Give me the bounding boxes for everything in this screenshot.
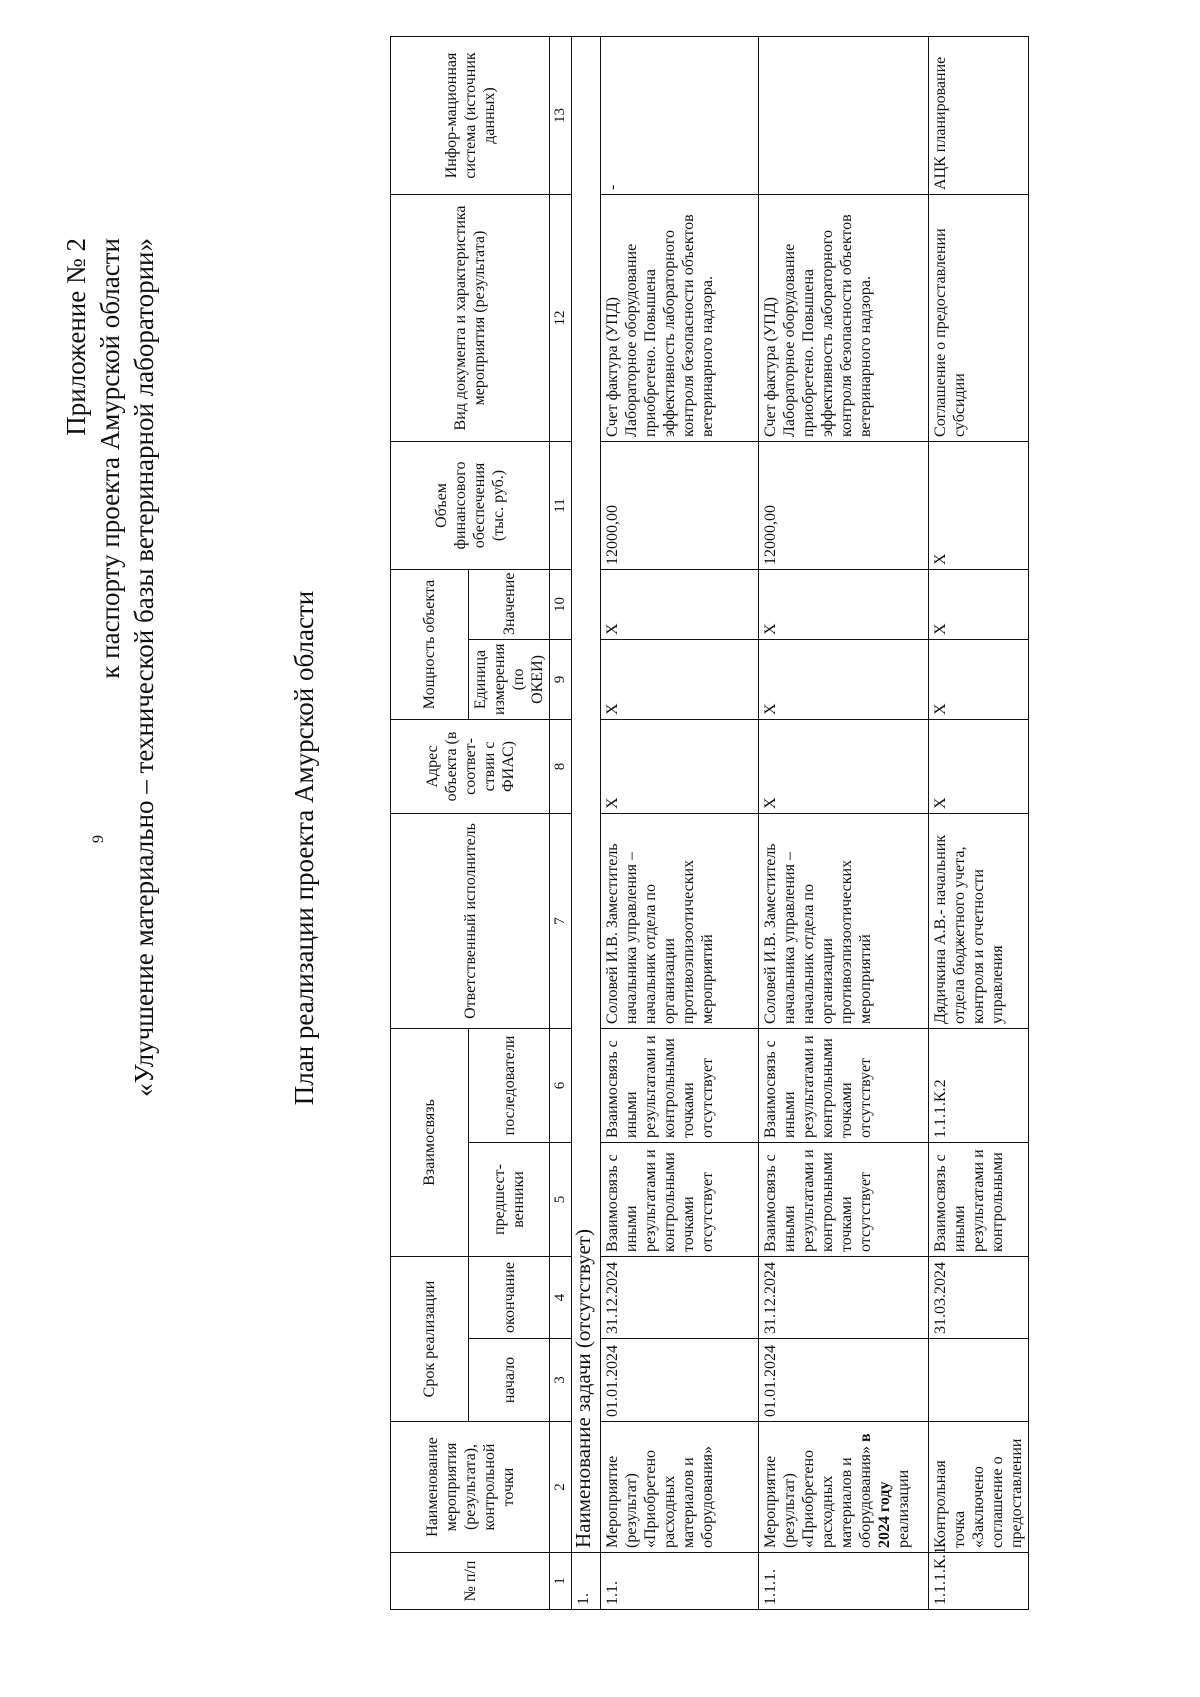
col-number: 8 [550,719,572,813]
row-num: 1.1.1.К.1. [929,1553,1029,1610]
row-value: Х [601,569,759,639]
col-number: 3 [550,1339,572,1422]
row-unit: Х [601,639,759,719]
row-finance: Х [929,441,1029,569]
table-row [759,36,929,1609]
appendix-line-3: «Улучшение материально – технической базы ветеринарной лаборатории» [129,238,159,1097]
row-end: 31.12.2024 [601,1256,759,1338]
col-number: 7 [550,813,572,1028]
plan-title: План реализации проекта Амурской области [289,590,319,1106]
row-address: Х [601,719,759,813]
appendix-line-1: Приложение № 2 [61,238,91,436]
row-name [759,1422,929,1553]
document-sheet [35,28,1155,1668]
row-pred: Взаимосвязь с иными результатами и контрольными точками отсутствует [759,1142,929,1256]
table-row [929,36,1029,1609]
row-address: Х [929,719,1029,813]
page-number: 9 [90,835,107,843]
col-number: 6 [550,1028,572,1142]
header-link-succ: последователи [469,1028,550,1142]
col-number: 5 [550,1142,572,1256]
row-value: Х [929,569,1029,639]
row-start [929,1339,1029,1422]
row-name: Контрольная точка «Заключено соглашение о предоставлении [929,1422,1029,1553]
row-pred: Взаимосвязь с иными результатами и контрольными точками отсутствует [601,1142,759,1256]
header-system: Инфор-мационная система (источник данных) [391,36,550,194]
header-link-pred: предшест-венники [469,1142,550,1256]
row-responsible: Дядичкина А.В.- начальник отдела бюджетного учета, контроля и отчетности управления [929,813,1029,1028]
header-responsible: Ответственный исполнитель [391,813,550,1028]
header-num: № п/п [391,1553,550,1610]
row-value: Х [759,569,929,639]
row-doc: Соглашение о предоставлении субсидии [929,194,1029,441]
row-start: 01.01.2024 [601,1339,759,1422]
header-doc: Вид документа и характеристика мероприятия (результата) [391,194,550,441]
row-unit: Х [759,639,929,719]
row-pred: Взаимосвязь с иными результатами и контрольными [929,1142,1029,1256]
row-num: 1.1.1. [759,1553,929,1610]
col-number: 4 [550,1256,572,1338]
row-finance: 12000,00 [601,441,759,569]
row-responsible: Соловей И.В. Заместитель начальника управления – начальник отдела по организации противоэпизоотических мероприятий [759,813,929,1028]
header-link: Взаимосвязь [391,1028,469,1256]
row-responsible: Соловей И.В. Заместитель начальника управления – начальник отдела по организации противоэпизоотических мероприятий [601,813,759,1028]
row-name-tail: реализации [895,1469,912,1548]
header-finance: Объем финансового обеспечения (тыс. руб.) [391,441,550,569]
row-name-text: Мероприятие (результат) «Приобретено расходных материалов и оборудования» [762,1442,874,1548]
header-address: Адрес объекта (в соответ-ствии с ФИАС) [391,719,550,813]
col-number: 13 [550,36,572,194]
col-number: 10 [550,569,572,639]
col-number: 12 [550,194,572,441]
row-system: - [601,36,759,194]
row-unit: Х [929,639,1029,719]
task-row [572,36,601,1609]
row-doc: Счет фактура (УПД) Лабораторное оборудование приобретено. Повышена эффективность лабораторного контроля безопасности объектов ветеринарного надзора. [759,194,929,441]
row-succ: 1.1.1.К.2 [929,1028,1029,1142]
col-number: 1 [550,1553,572,1610]
appendix-header [59,238,161,1668]
header-capacity-value: Значение [469,569,550,639]
column-number-row [550,36,572,1609]
row-start: 01.01.2024 [759,1339,929,1422]
row-name: Мероприятие (результат) «Приобретено расходных материалов и оборудования» [601,1422,759,1553]
row-end: 31.03.2024 [929,1256,1029,1338]
row-end: 31.12.2024 [759,1256,929,1338]
row-system [759,36,929,194]
header-name: Наименование мероприятия (результата), контрольной точки [391,1422,550,1553]
row-num: 1.1. [601,1553,759,1610]
col-number: 11 [550,441,572,569]
header-term-end: окончание [469,1256,550,1338]
row-succ: Взаимосвязь с иными результатами и контрольными точками отсутствует [759,1028,929,1142]
task-name: Наименование задачи (отсутствует) [572,36,601,1552]
row-finance: 12000,00 [759,441,929,569]
header-term-start: начало [469,1339,550,1422]
appendix-line-2: к паспорту проекта Амурской области [95,238,125,679]
row-system: АЦК планирование [929,36,1029,194]
header-term: Срок реализации [391,1256,469,1421]
col-number: 2 [550,1422,572,1553]
task-num: 1. [572,1553,601,1610]
row-doc: Счет фактура (УПД) Лабораторное оборудование приобретено. Повышена эффективность лабораторного контроля безопасности объектов ветеринарного надзора. [601,194,759,441]
col-number: 9 [550,639,572,719]
row-address: Х [759,719,929,813]
header-capacity-unit: Единица измерения (по ОКЕИ) [469,639,550,719]
row-name-bold: в 2024 году [857,1433,893,1548]
row-succ: Взаимосвязь с иными результатами и контрольными точками отсутствует [601,1028,759,1142]
plan-table [390,36,1029,1610]
table-row [601,36,759,1609]
header-capacity: Мощность объекта [391,569,469,719]
